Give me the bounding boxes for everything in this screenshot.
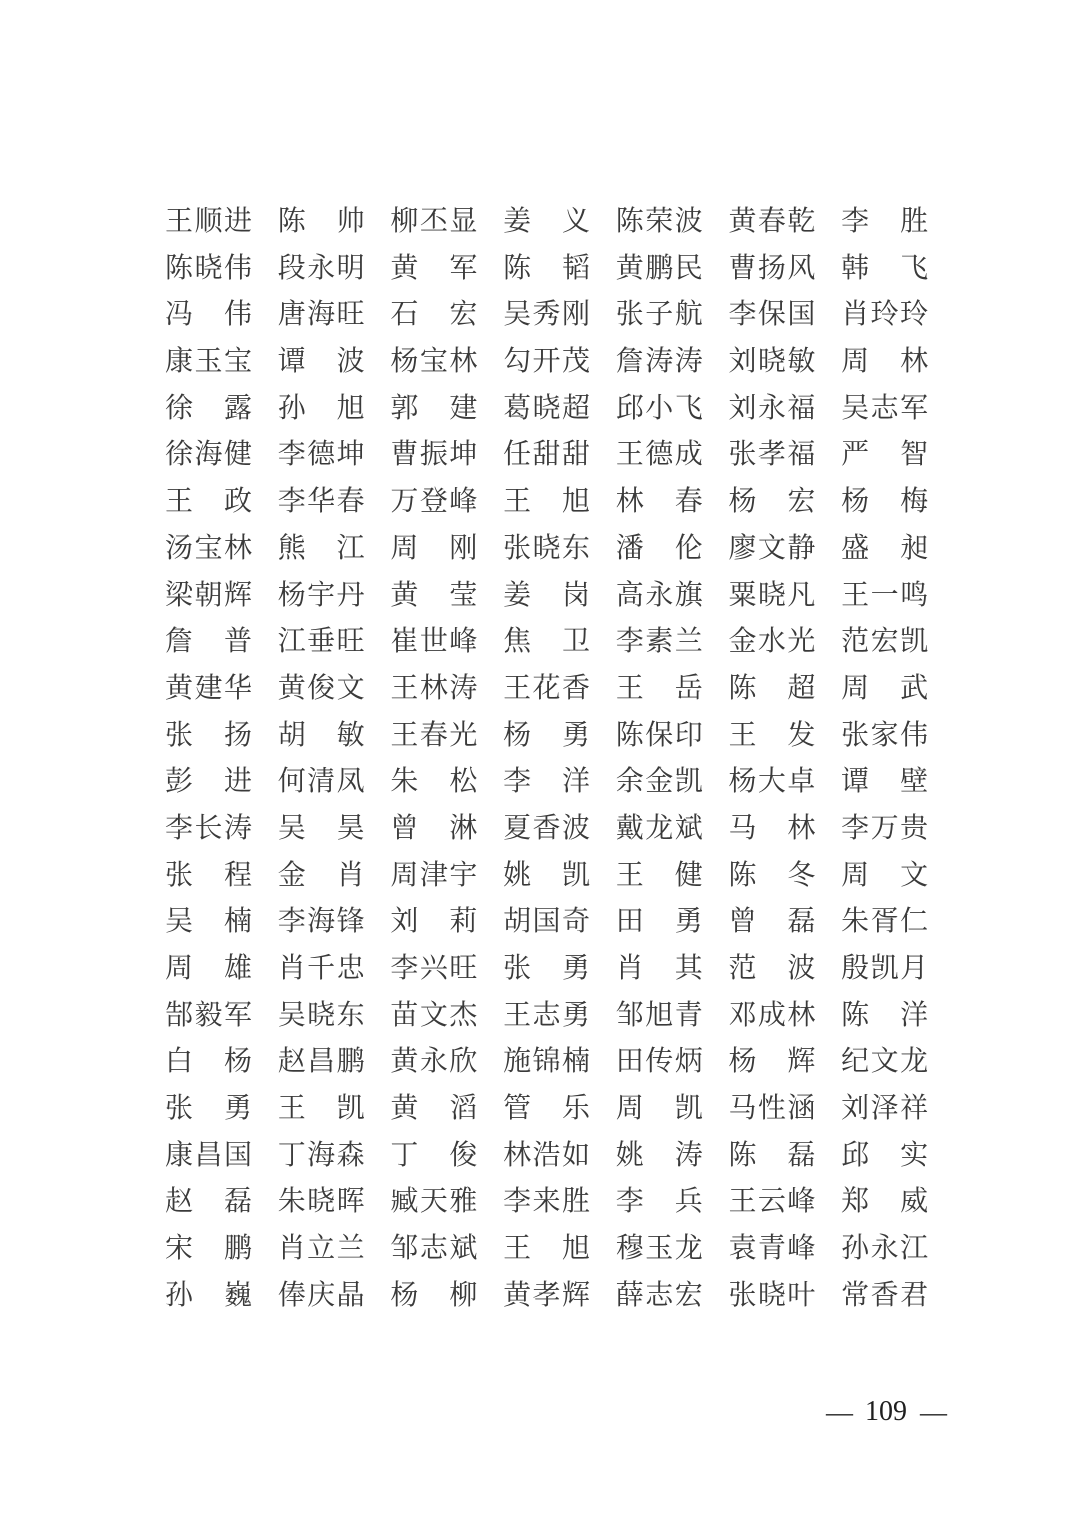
person-name: 穆玉龙: [615, 1233, 703, 1265]
person-name: 詹普: [165, 626, 252, 658]
person-name: 柳丕显: [390, 206, 478, 237]
person-name: 陈磊: [728, 1139, 816, 1171]
person-name: 徐露: [165, 392, 252, 424]
person-name: 周雄: [165, 953, 252, 984]
person-name: 纪文龙: [841, 1046, 929, 1078]
person-name: 刘泽祥: [841, 1093, 929, 1125]
person-name: 韩飞: [841, 252, 929, 284]
person-name: 常香君: [841, 1279, 929, 1311]
person-name: 周文: [841, 859, 929, 891]
person-name: 胡国奇: [503, 906, 591, 938]
person-name: 杨梅: [841, 486, 929, 518]
person-name: 宋鹏: [165, 1233, 252, 1265]
person-name: 张晓叶: [728, 1279, 816, 1311]
name-row: [165, 292, 929, 339]
person-name: 金肖: [277, 859, 365, 891]
person-name: 周武: [841, 672, 929, 704]
person-name: 吴楠: [165, 906, 252, 938]
person-name: 李长涛: [165, 812, 252, 844]
person-name: 李素兰: [615, 626, 703, 658]
person-name: 姜岗: [503, 579, 591, 611]
person-name: 黄莹: [390, 579, 478, 611]
person-name: 张子航: [615, 299, 703, 331]
person-name: 朱胥仁: [841, 906, 929, 938]
person-name: 邹旭青: [615, 999, 703, 1031]
name-row: [165, 1179, 929, 1226]
person-name: 曹扬风: [728, 252, 816, 284]
person-name: 李万贵: [841, 812, 929, 844]
person-name: 段永明: [277, 252, 365, 284]
person-name: 盛昶: [841, 532, 929, 564]
person-name: 田勇: [615, 906, 703, 938]
person-name: 邹志斌: [390, 1233, 478, 1265]
person-name: 杨宝林: [390, 346, 478, 378]
person-name: 杨辉: [728, 1046, 816, 1078]
name-row: [165, 1086, 929, 1133]
person-name: 彭进: [165, 766, 252, 798]
person-name: 唐海旺: [277, 299, 365, 331]
person-name: 陈保印: [615, 719, 703, 751]
name-row: [165, 1133, 929, 1180]
person-name: 王春光: [390, 719, 478, 751]
person-name: 孙旭: [277, 392, 365, 424]
person-name: 高永旗: [615, 579, 703, 611]
person-name: 林浩如: [503, 1139, 591, 1171]
name-row: [165, 899, 929, 946]
name-row: [165, 199, 929, 246]
person-name: 王健: [615, 859, 703, 891]
person-name: 李胜: [841, 206, 929, 237]
person-name: 李华春: [277, 486, 365, 518]
person-name: 赵磊: [165, 1186, 252, 1218]
person-name: 朱松: [390, 766, 478, 798]
person-name: 陈冬: [728, 859, 816, 891]
person-name: 詹涛涛: [615, 346, 703, 378]
person-name: 曹振坤: [390, 439, 478, 471]
person-name: 陈帅: [277, 206, 365, 237]
person-name: 邱小飞: [615, 392, 703, 424]
person-name: 吴昊: [277, 812, 365, 844]
person-name: 薛志宏: [615, 1279, 703, 1311]
person-name: 肖千忠: [277, 953, 365, 984]
person-name: 王发: [728, 719, 816, 751]
person-name: 范宏凯: [841, 626, 929, 658]
person-name: 焦卫: [503, 626, 591, 658]
person-name: 石宏: [390, 299, 478, 331]
person-name: 张扬: [165, 719, 252, 751]
name-row: [165, 339, 929, 386]
person-name: 谭波: [277, 346, 365, 378]
person-name: 俸庆晶: [277, 1279, 365, 1311]
person-name: 管乐: [503, 1093, 591, 1125]
person-name: 王花香: [503, 672, 591, 704]
person-name: 杨宏: [728, 486, 816, 518]
person-name: 丁海森: [277, 1139, 365, 1171]
person-name: 廖文静: [728, 532, 816, 564]
person-name: 王一鸣: [841, 579, 929, 611]
person-name: 王旭: [503, 486, 591, 518]
person-name: 肖玲玲: [841, 299, 929, 331]
person-name: 李来胜: [503, 1186, 591, 1218]
name-row: [165, 806, 929, 853]
person-name: 梁朝辉: [165, 579, 252, 611]
person-name: 马林: [728, 812, 816, 844]
name-row: [165, 946, 929, 993]
person-name: 白杨: [165, 1046, 252, 1078]
person-name: 曾磊: [728, 906, 816, 938]
footer-left-dash: —: [826, 1396, 852, 1427]
person-name: 苗文杰: [390, 999, 478, 1031]
person-name: 杨勇: [503, 719, 591, 751]
name-row: [165, 526, 929, 573]
name-row: [165, 432, 929, 479]
person-name: 胡敏: [277, 719, 365, 751]
person-name: 金水光: [728, 626, 816, 658]
person-name: 李德坤: [277, 439, 365, 471]
name-row: [165, 713, 929, 760]
person-name: 吴秀刚: [503, 299, 591, 331]
person-name: 张晓东: [503, 532, 591, 564]
person-name: 冯伟: [165, 299, 252, 331]
person-name: 吴晓东: [277, 999, 365, 1031]
person-name: 周林: [841, 346, 929, 378]
person-name: 曾淋: [390, 812, 478, 844]
name-row: [165, 479, 929, 526]
person-name: 黄俊文: [277, 672, 365, 704]
person-name: 徐海健: [165, 439, 252, 471]
person-name: 康昌国: [165, 1139, 252, 1171]
person-name: 张孝福: [728, 439, 816, 471]
person-name: 林春: [615, 486, 703, 518]
person-name: 吴志军: [841, 392, 929, 424]
person-name: 李兴旺: [390, 953, 478, 984]
person-name: 刘晓敏: [728, 346, 816, 378]
person-name: 王云峰: [728, 1186, 816, 1218]
person-name: 姜义: [503, 206, 591, 237]
footer-right-dash: —: [920, 1396, 946, 1427]
person-name: 王旭: [503, 1233, 591, 1265]
person-name: 孙永江: [841, 1233, 929, 1265]
person-name: 郜毅军: [165, 999, 252, 1031]
person-name: 陈超: [728, 672, 816, 704]
name-row: [165, 246, 929, 293]
person-name: 刘永福: [728, 392, 816, 424]
name-row: [165, 759, 929, 806]
person-name: 马性涵: [728, 1093, 816, 1125]
person-name: 李海锋: [277, 906, 365, 938]
person-name: 周津宇: [390, 859, 478, 891]
person-name: 粟晓凡: [728, 579, 816, 611]
person-name: 江垂旺: [277, 626, 365, 658]
name-row: [165, 1226, 929, 1273]
person-name: 范波: [728, 953, 816, 984]
person-name: 王凯: [277, 1093, 365, 1125]
person-name: 王德成: [615, 439, 703, 471]
person-name: 谭壁: [841, 766, 929, 798]
person-name: 陈洋: [841, 999, 929, 1031]
page-footer: [826, 1396, 946, 1428]
person-name: 郭建: [390, 392, 478, 424]
person-name: 黄鹏民: [615, 252, 703, 284]
person-name: 康玉宝: [165, 346, 252, 378]
person-name: 黄滔: [390, 1093, 478, 1125]
person-name: 何清凤: [277, 766, 365, 798]
person-name: 郑威: [841, 1186, 929, 1218]
person-name: 黄永欣: [390, 1046, 478, 1078]
name-row: [165, 573, 929, 620]
person-name: 王顺进: [165, 206, 252, 237]
person-name: 汤宝林: [165, 532, 252, 564]
person-name: 邱实: [841, 1139, 929, 1171]
person-name: 陈晓伟: [165, 252, 252, 284]
person-name: 潘伦: [615, 532, 703, 564]
person-name: 肖立兰: [277, 1233, 365, 1265]
person-name: 施锦楠: [503, 1046, 591, 1078]
person-name: 杨宇丹: [277, 579, 365, 611]
person-name: 黄建华: [165, 672, 252, 704]
person-name: 邓成林: [728, 999, 816, 1031]
person-name: 黄军: [390, 252, 478, 284]
person-name: 赵昌鹏: [277, 1046, 365, 1078]
person-name: 余金凯: [615, 766, 703, 798]
person-name: 李兵: [615, 1186, 703, 1218]
person-name: 张程: [165, 859, 252, 891]
person-name: 李洋: [503, 766, 591, 798]
person-name: 袁青峰: [728, 1233, 816, 1265]
person-name: 刘莉: [390, 906, 478, 938]
name-row: [165, 619, 929, 666]
person-name: 肖其: [615, 953, 703, 984]
person-name: 李保国: [728, 299, 816, 331]
person-name: 葛晓超: [503, 392, 591, 424]
person-name: 王岳: [615, 672, 703, 704]
person-name: 臧天雅: [390, 1186, 478, 1218]
name-row: [165, 853, 929, 900]
person-name: 王林涛: [390, 672, 478, 704]
page-number: 109: [865, 1396, 907, 1427]
person-name: 周凯: [615, 1093, 703, 1125]
person-name: 熊江: [277, 532, 365, 564]
person-name: 王政: [165, 486, 252, 518]
person-name: 陈荣波: [615, 206, 703, 237]
person-name: 陈韬: [503, 252, 591, 284]
person-name: 殷凯月: [841, 953, 929, 984]
person-name: 黄春乾: [728, 206, 816, 237]
person-name: 王志勇: [503, 999, 591, 1031]
person-name: 姚涛: [615, 1139, 703, 1171]
person-name: 周刚: [390, 532, 478, 564]
name-row: [165, 386, 929, 433]
person-name: 姚凯: [503, 859, 591, 891]
person-name: 崔世峰: [390, 626, 478, 658]
person-name: 黄孝辉: [503, 1279, 591, 1311]
person-name: 杨柳: [390, 1279, 478, 1311]
person-name: 张勇: [503, 953, 591, 984]
name-row: [165, 1273, 929, 1320]
name-row: [165, 993, 929, 1040]
name-row: [165, 666, 929, 713]
person-name: 张勇: [165, 1093, 252, 1125]
person-name: 任甜甜: [503, 439, 591, 471]
person-name: 万登峰: [390, 486, 478, 518]
person-name: 杨大卓: [728, 766, 816, 798]
person-name: 严智: [841, 439, 929, 471]
name-grid: [165, 199, 929, 1320]
person-name: 勾开茂: [503, 346, 591, 378]
person-name: 丁俊: [390, 1139, 478, 1171]
person-name: 田传炳: [615, 1046, 703, 1078]
person-name: 孙巍: [165, 1279, 252, 1311]
person-name: 张家伟: [841, 719, 929, 751]
person-name: 夏香波: [503, 812, 591, 844]
person-name: 戴龙斌: [615, 812, 703, 844]
name-row: [165, 1039, 929, 1086]
person-name: 朱晓晖: [277, 1186, 365, 1218]
